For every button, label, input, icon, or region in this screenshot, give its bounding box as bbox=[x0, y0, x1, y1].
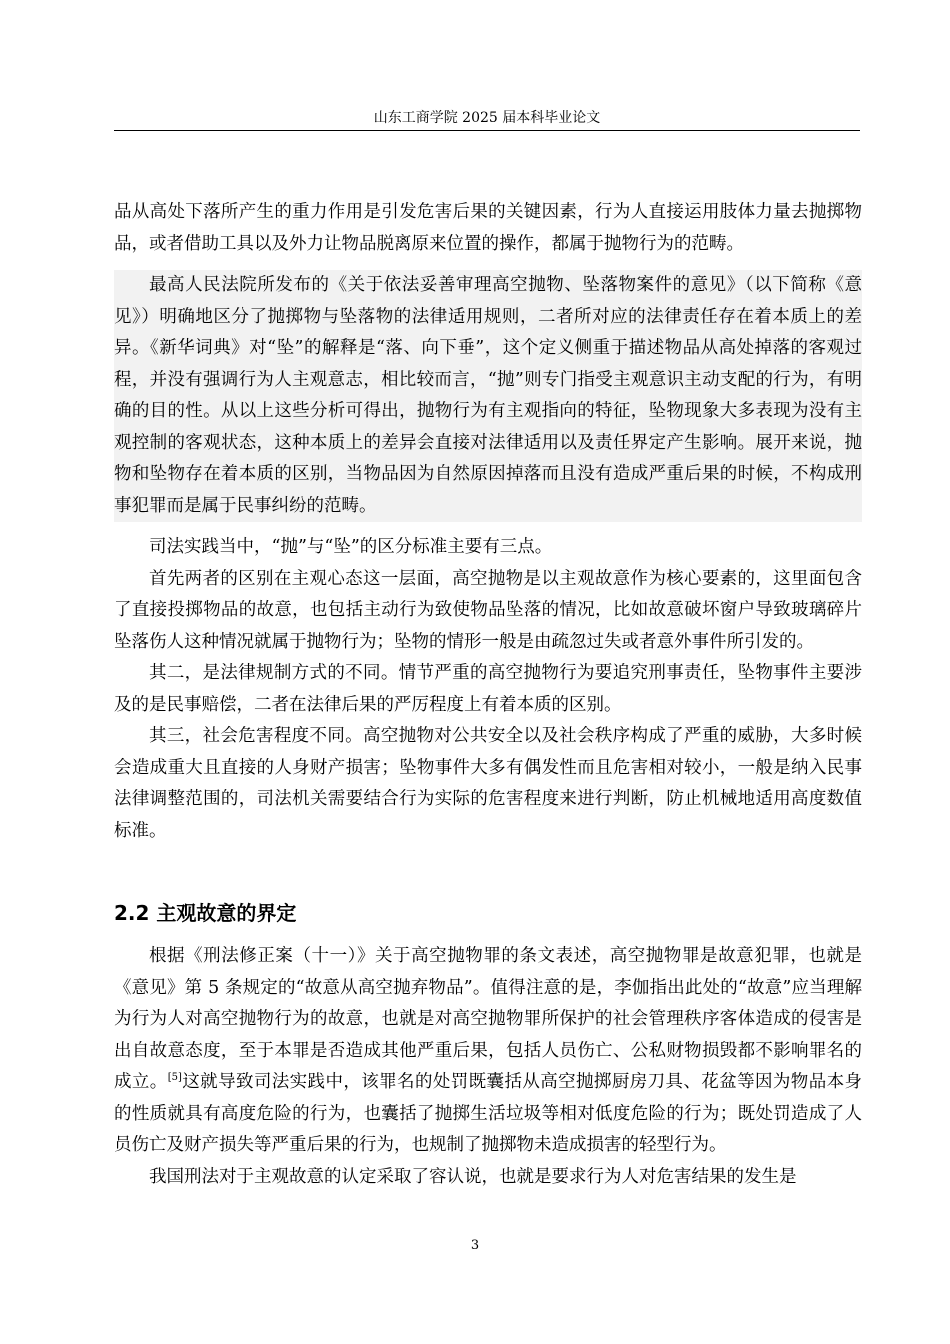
paragraph-acceptance-theory: 我国刑法对于主观故意的认定采取了容认说，也就是要求行为人对危害结果的发生是 bbox=[149, 1166, 797, 1187]
paragraph-text-after-citation: 这就导致司法实践中，该罪名的处罚既囊括从高空抛掷厨房刀具、花盆等因为物品本身的性质就具有高度危险的行为，也囊括了抛掷生活垃圾等相对低度危险的行为；既处罚造成了人员伤亡及财产损失等严重后果的行为，也规制了抛掷物未造成损害的轻型行为。 bbox=[114, 1072, 863, 1155]
paragraph-opinion: 最高人民法院所发布的《关于依法妥善审理高空抛物、坠落物案件的意见》（以下简称《意见》）明确地区分了抛掷物与坠落物的法律适用规则，二者所对应的法律责任存在着本质上的差异。《新华词典》对“坠”的解释是“落、向下垂”，这个定义侧重于描述物品从高处掉落的客观过程，并没有强调行为人主观意志，相比较而言，“抛”则专门指受主观意识主动支配的行为，有明确的目的性。从以上这些分析可得出，抛物行为有主观指向的特征，坠物现象大多表现为没有主观控制的客观状态，这种本质上的差异会直接对法律适用以及责任界定产生影响。展开来说，抛物和坠物存在着本质的区别，当物品因为自然原因掉落而且没有造成严重后果的时候，不构成刑事犯罪而是属于民事纠纷的范畴。 bbox=[114, 270, 862, 522]
citation-marker: [5] bbox=[167, 1072, 182, 1084]
paragraph-intent-definition bbox=[114, 941, 862, 1162]
section-heading: 2.2 主观故意的界定 bbox=[114, 901, 297, 925]
paragraph-standards-intro: 司法实践当中，“抛”与“坠”的区分标准主要有三点。 bbox=[149, 537, 553, 557]
paragraph-continued: 品从高处下落所产生的重力作用是引发危害后果的关键因素，行为人直接运用肢体力量去抛掷物品，或者借助工具以及外力让物品脱离原来位置的操作，都属于抛物行为的范畴。 bbox=[114, 202, 862, 254]
body-text-top bbox=[114, 197, 862, 847]
header-title: 山东工商学院 2025 届本科毕业论文 bbox=[373, 110, 601, 126]
paragraph-second-difference: 其二，是法律规制方式的不同。情节严重的高空抛物行为要追究刑事责任，坠物事件主要涉及的是民事赔偿，二者在法律后果的严厉程度上有着本质的区别。 bbox=[114, 663, 862, 715]
page-header bbox=[114, 106, 860, 131]
paragraph-first-difference: 首先两者的区别在主观心态这一层面，高空抛物是以主观故意作为核心要素的，这里面包含了直接投掷物品的故意，也包括主动行为致使物品坠落的情况，比如故意破坏窗户导致玻璃碎片坠落伤人这种情况就属于抛物行为；坠物的情形一般是由疏忽过失或者意外事件所引发的。 bbox=[114, 568, 862, 652]
paragraph-third-difference: 其三，社会危害程度不同。高空抛物对公共安全以及社会秩序构成了严重的威胁，大多时候会造成重大且直接的人身财产损害；坠物事件大多有偶发性而且危害相对较小，一般是纳入民事法律调整范围的，司法机关需要结合行为实际的危害程度来进行判断，防止机械地适用高度数值标准。 bbox=[114, 726, 862, 841]
body-text-bottom bbox=[114, 941, 862, 1193]
page-number: 3 bbox=[470, 1238, 480, 1253]
paragraph-text-before-citation: 根据《刑法修正案（十一）》关于高空抛物罪的条文表述，高空抛物罪是故意犯罪，也就是《意见》第 5 条规定的“故意从高空抛弃物品”。值得注意的是，李伽指出此处的“故意”应当理解为行为人对高空抛物行为的故意，也就是对高空抛物罪所保护的社会管理秩序客体造成的侵害是出自故意态度，至于本罪是否造成其他严重后果，包括人员伤亡、公私财物损毁都不影响罪名的成立。 bbox=[114, 946, 862, 1092]
